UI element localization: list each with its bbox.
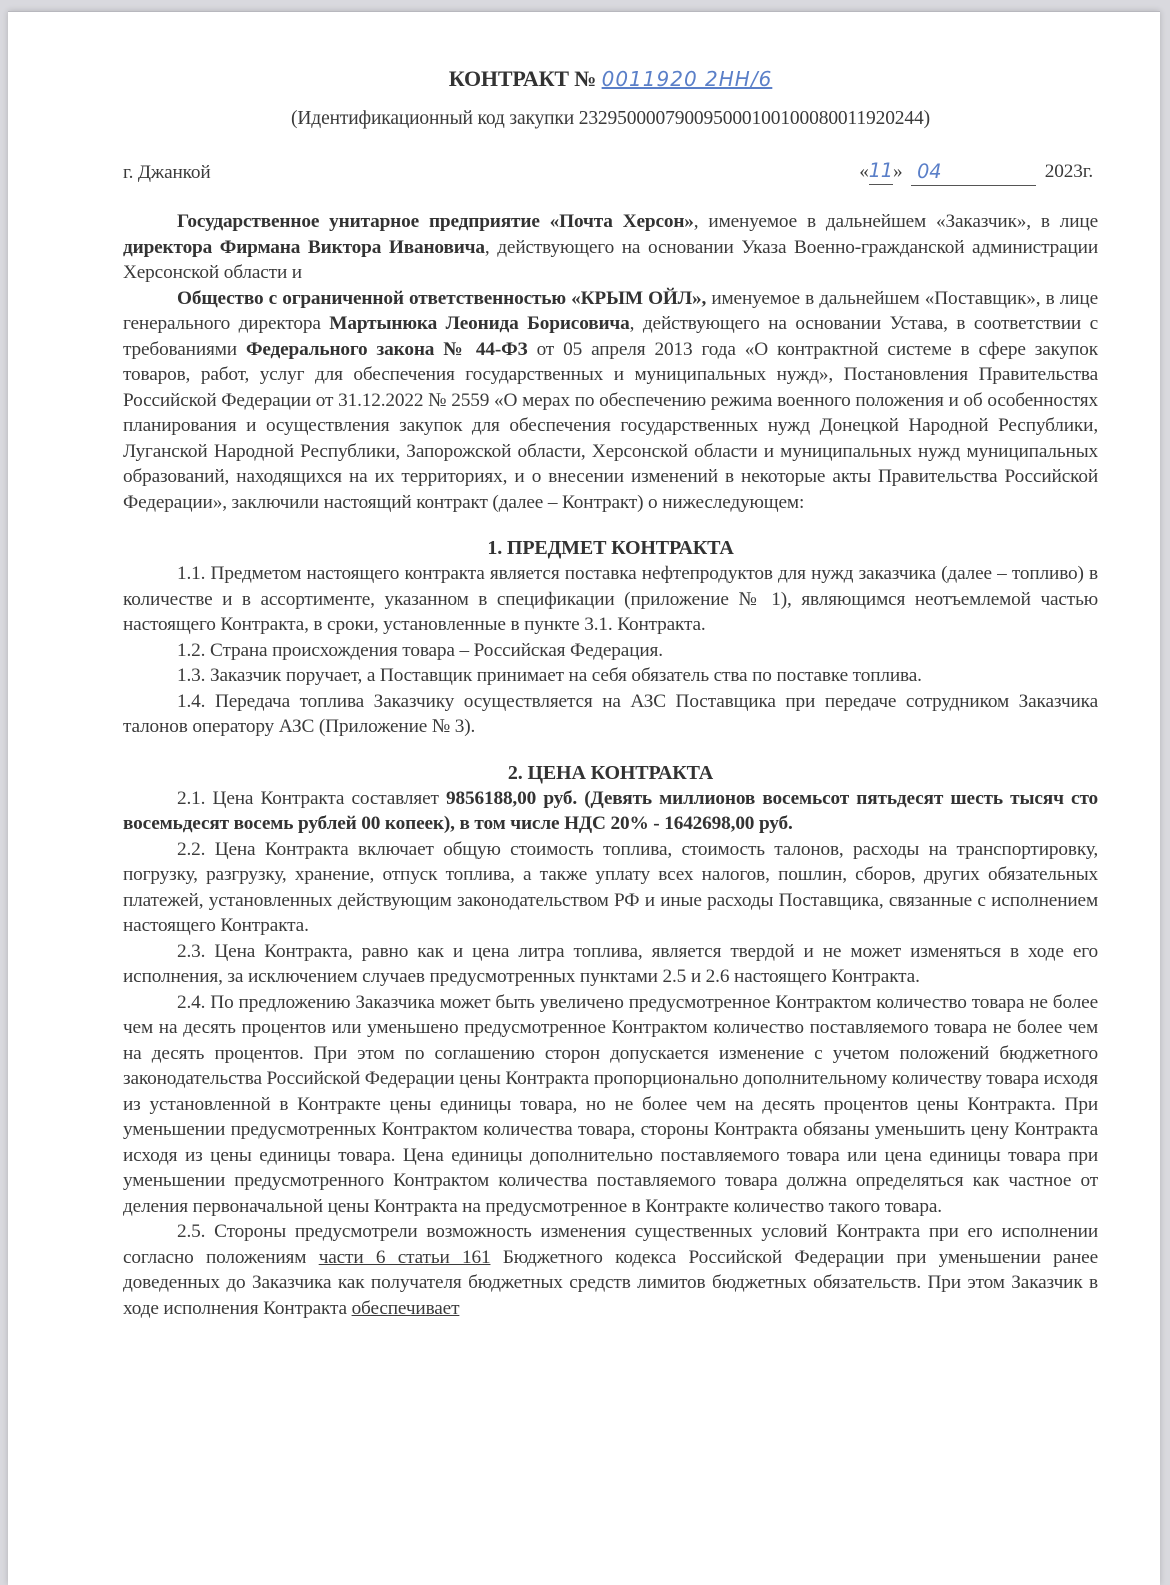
purchase-code: (Идентификационный код закупки 232950000790095000100100080011920244) <box>291 108 930 129</box>
budget-code-reference-link[interactable]: части 6 статьи 161 <box>318 1246 491 1268</box>
section-heading-2: 2. ЦЕНА КОНТРАКТА <box>507 761 714 784</box>
preamble-customer: Государственное унитарное предприятие «Почта Херсон», именуемое в дальнейшем «Заказчик», в лице директора Фирмана Виктора Ивановича, действующего на основании Указа Военно-гражданской администрации Херсонской области и <box>123 211 1099 283</box>
handwritten-day: 11 <box>869 158 893 185</box>
document-page <box>8 11 1160 1585</box>
clause-1-4: 1.4. Передача топлива Заказчику осуществляется на АЗС Поставщика при передаче сотрудником Заказчика талонов оператору АЗС (Приложение № 3). <box>123 690 1098 737</box>
clause-2-3: 2.3. Цена Контракта, равно как и цена литра топлива, является твердой и не может изменяться в ходе его исполнения, за исключением случаев предусмотренных пунктами 2.5 и 2.6 настоящего Контракта. <box>123 940 1098 987</box>
clause-2-1: 2.1. Цена Контракта составляет 9856188,00 руб. (Девять миллионов восемьсот пятьдесят шесть тысяч сто восемьдесят восемь рублей 00 копеек), в том числе НДС 20% - 1642698,00 руб. <box>123 787 1098 834</box>
handwritten-contract-number: 0011920 2НН/6 <box>601 67 773 91</box>
clause-2-4: 2.4. По предложению Заказчика может быть увеличено предусмотренное Контрактом количество товара не более чем на десять процентов или уменьшено предусмотренное Контрактом количество поставляемого товара не более чем на десять процентов. При этом по соглашению сторон допускается изменение с учетом положений бюджетного законодательства Российской Федерации цены Контракта пропорционально дополнительному количеству товара исходя из установленной в Контракте цены единицы товара, но не более чем на десять процентов цены Контракта. При уменьшении предусмотренных Контрактом количества товара, стороны Контракта обязаны уменьшить цену Контракта исходя из цены единицы товара. Цена единицы дополнительно поставляемого товара или цена единицы товара при уменьшении предусмотренного Контрактом количества поставляемого товара должна определяться как частное от деления первоначальной цены Контракта на предусмотренное в Контракте количество такого товара. <box>123 991 1098 1217</box>
clause-2-5: 2.5. Стороны предусмотрели возможность изменения существенных условий Контракта при его исполнении согласно положениям части 6 статьи 161 Бюджетного кодекса Российской Федерации при уменьшении ранее доведенных до Заказчика как получателя бюджетных средств лимитов бюджетных обязательств. При этом Заказчик в ходе исполнения Контракта обеспечивает <box>123 1221 1098 1319</box>
clause-1-3: 1.3. Заказчик поручает, а Поставщик принимает на себя обязатель ства по поставке топлива. <box>177 665 922 686</box>
handwritten-month: 04 <box>917 160 942 183</box>
underlined-word: обеспечивает <box>351 1297 460 1319</box>
title-prefix: КОНТРАКТ № <box>448 66 597 91</box>
month-blank <box>911 159 1036 186</box>
clause-1-1: 1.1. Предметом настоящего контракта является поставка нефтепродуктов для нужд заказчика (далее – топливо) в количестве и в ассортименте, указанном в спецификации (приложение № 1), являющимся неотъемлемой частью настоящего Контракта, в сроки, установленные в пункте 3.1. Контракта. <box>123 563 1098 635</box>
contract-date: «11» 04 2023г. <box>859 158 1093 186</box>
year: 2023г. <box>1044 161 1093 182</box>
contract-title <box>123 66 1098 93</box>
clause-1-2: 1.2. Страна происхождения товара – Российская Федерация. <box>177 639 663 661</box>
document-body <box>123 209 1098 1321</box>
city: г. Джанкой <box>123 162 211 183</box>
clause-2-2: 2.2. Цена Контракта включает общую стоимость топлива, стоимость талонов, расходы на транспортировку, погрузку, разгрузку, хранение, отпуск топлива, а также уплату всех налогов, пошлин, сборов, других обязательных платежей, установленных действующим законодательством РФ и иные расходы Поставщика, связанные с исполнением настоящего Контракта. <box>123 838 1098 936</box>
preamble-supplier: Общество с ограниченной ответственностью «КРЫМ ОЙЛ», именуемое в дальнейшем «Поставщик», в лице генерального директора Мартынюка Леонида Борисовича, действующего на основании Устава, в соответствии с требованиями Федерального закона № 44-ФЗ от 05 апреля 2013 года «О контрактной системе в сфере закупок товаров, работ, услуг для обеспечения государственных и муниципальных нужд», Постановления Правительства Российской Федерации от 31.12.2022 № 2559 «О мерах по обеспечению режима военного положения и об особенностях планирования и осуществления закупок для обеспечения государственных нужд Донецкой Народной Республики, Луганской Народной Республики, Запорожской области, Херсонской области и муниципальных нужд муниципальных образований, находящихся на их территориях, и о внесении изменений в некоторые акты Правительства Российской Федерации», заключили настоящий контракт (далее – Контракт) о нижеследующем: <box>123 287 1098 513</box>
section-heading-1: 1. ПРЕДМЕТ КОНТРАКТА <box>487 537 734 559</box>
